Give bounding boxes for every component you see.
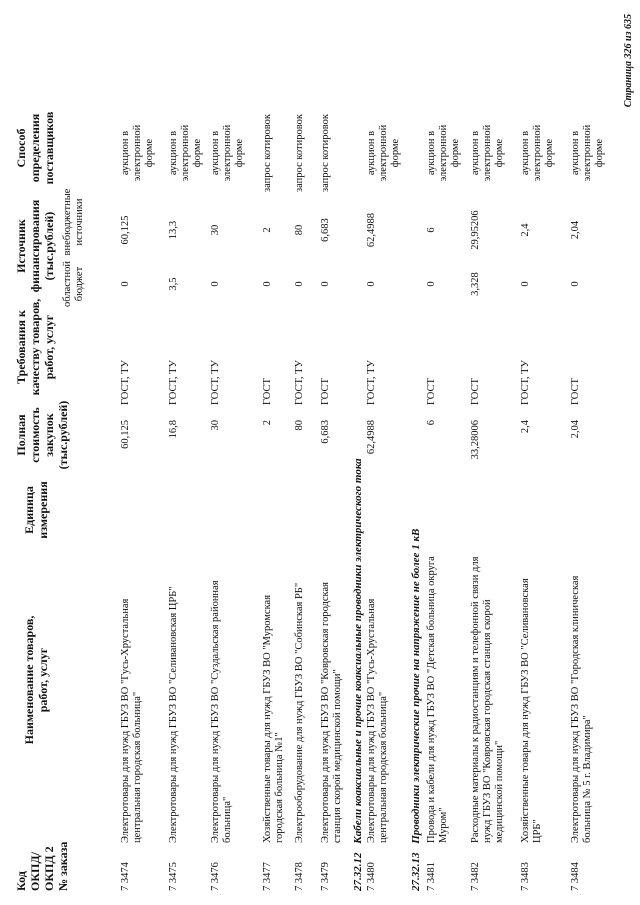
- item-name: Провода и кабели для нужд ГБУЗ ВО "Детская больница округа Муром": [426, 556, 449, 843]
- quality-requirements: ГОСТ, ТУ: [168, 360, 179, 405]
- procurement-method: аукцион в электронной форме: [570, 124, 605, 182]
- quality-requirements: ГОСТ, ТУ: [210, 360, 221, 405]
- header-funding: Источник финансирования (тыс.рублей): [14, 199, 56, 293]
- order-code: 7 3483: [520, 862, 531, 891]
- order-code: 7 3475: [168, 862, 179, 891]
- procurement-method: запрос котировок: [294, 114, 305, 192]
- total-cost: 2,4: [520, 420, 531, 434]
- extrabudgetary: 6: [426, 227, 437, 233]
- regional-budget: 3,5: [168, 277, 179, 291]
- extrabudgetary: 80: [294, 224, 305, 236]
- section-code: 27.32.12: [352, 852, 364, 891]
- extrabudgetary: 2: [262, 227, 273, 233]
- procurement-method: аукцион в электронной форме: [168, 124, 203, 182]
- total-cost: 30: [210, 420, 221, 431]
- quality-requirements: ГОСТ, ТУ: [366, 360, 377, 405]
- quality-requirements: ГОСТ: [470, 378, 481, 405]
- procurement-method: аукцион в электронной форме: [426, 124, 461, 182]
- regional-budget: 0: [120, 281, 131, 287]
- regional-budget: 0: [570, 281, 581, 287]
- regional-budget: 0: [262, 281, 273, 287]
- regional-budget: 0: [426, 281, 437, 287]
- regional-budget: 3,328: [470, 272, 481, 296]
- order-code: 7 3480: [366, 862, 377, 891]
- regional-budget: 0: [294, 281, 305, 287]
- quality-requirements: ГОСТ, ТУ: [120, 360, 131, 405]
- regional-budget: 0: [366, 281, 377, 287]
- total-cost: 2: [262, 420, 273, 426]
- header-funding-extra: внебюджетные источники: [62, 188, 85, 256]
- quality-requirements: ГОСТ, ТУ: [520, 360, 531, 405]
- section-code: 27.32.13: [410, 852, 422, 891]
- order-code: 7 3478: [294, 862, 305, 891]
- extrabudgetary: 29,95206: [470, 210, 481, 250]
- regional-budget: 0: [520, 281, 531, 287]
- order-code: 7 3482: [470, 862, 481, 891]
- section-title: Проводники электрические прочие на напряжение не более 1 кВ: [410, 528, 422, 844]
- header-unit: Единица измерения: [22, 481, 50, 539]
- order-code: 7 3481: [426, 862, 437, 891]
- procurement-method: запрос котировок: [262, 114, 273, 192]
- item-name: Электротовары для нужд ГБУЗ ВО "Суздальская районная больница": [210, 580, 233, 843]
- section-title: Кабели коаксиальные и прочие коаксиальные проводники электрического тока: [352, 458, 364, 844]
- procurement-method: аукцион в электронной форме: [470, 124, 505, 182]
- quality-requirements: ГОСТ: [262, 378, 273, 405]
- item-name: Электротовары для нужд ГБУЗ ВО "Ковровская городская станция скорой медицинской помощи": [320, 582, 343, 843]
- item-name: Электротовары для нужд ГБУЗ ВО "Гусь-Хрустальная центральная городская больница": [120, 598, 143, 843]
- total-cost: 33,28006: [470, 420, 481, 460]
- order-code: 7 3477: [262, 862, 273, 891]
- header-cost: Полная стоимость закупок (тыс.рублей): [14, 400, 70, 470]
- extrabudgetary: 62,4988: [366, 212, 377, 248]
- procurement-method: аукцион в электронной форме: [210, 124, 245, 182]
- header-name: Наименование товаров, работ, услуг: [22, 615, 50, 745]
- item-name: Электротовары для нужд ГБУЗ ВО "Гусь-Хрустальная центральная городская больница": [366, 598, 389, 843]
- total-cost: 62,4988: [366, 420, 377, 455]
- section-heading: [410, 31, 423, 891]
- page-number: Страница 326 из 635: [623, 14, 634, 108]
- procurement-method: аукцион в электронной форме: [366, 124, 401, 182]
- total-cost: 16,8: [168, 420, 179, 439]
- extrabudgetary: 6,683: [320, 218, 331, 242]
- quality-requirements: ГОСТ, ТУ: [294, 360, 305, 405]
- total-cost: 6,683: [320, 420, 331, 444]
- total-cost: 6: [426, 420, 437, 426]
- item-name: Расходные материалы к радиостанциям и телефонной связи для нужд ГБУЗ ВО "Ковровская городская станция скорой медицинской помощи": [470, 556, 505, 843]
- total-cost: 60,125: [120, 420, 131, 449]
- procurement-method: аукцион в электронной форме: [520, 124, 555, 182]
- quality-requirements: ГОСТ: [426, 378, 437, 405]
- section-heading: [352, 31, 365, 891]
- extrabudgetary: 2,4: [520, 223, 531, 237]
- header-requirements: Требования к качеству товаров, работ, услуг: [14, 298, 56, 396]
- total-cost: 80: [294, 420, 305, 431]
- procurement-method: запрос котировок: [320, 114, 331, 192]
- extrabudgetary: 30: [210, 224, 221, 236]
- extrabudgetary: 2,04: [570, 220, 581, 240]
- header-funding-budget: областной бюджет: [62, 261, 85, 307]
- total-cost: 2,04: [570, 420, 581, 439]
- order-code: 7 3484: [570, 862, 581, 891]
- item-name: Хозяйственные товары для нужд ГБУЗ ВО "Селивановская ЦРБ": [520, 578, 543, 843]
- header-method: Способ определения поставщиков: [14, 111, 56, 185]
- order-code: 7 3474: [120, 862, 131, 891]
- order-code: 7 3479: [320, 862, 331, 891]
- quality-requirements: ГОСТ: [570, 378, 581, 405]
- extrabudgetary: 60,125: [120, 215, 131, 245]
- header-code: Код ОКПД/ ОКПД 2 № заказа: [14, 841, 70, 891]
- item-name: Электротовары для нужд ГБУЗ ВО "Селивановская ЦРБ": [168, 586, 179, 843]
- item-name: Электротовары для нужд ГБУЗ ВО "Городская клиническая больница № 5 г. Владимира": [570, 575, 593, 843]
- procurement-method: аукцион в электронной форме: [120, 124, 155, 182]
- item-name: Хозяйственные товары для нужд ГБУЗ ВО "Муромская городская больница №1": [262, 594, 285, 843]
- regional-budget: 0: [320, 281, 331, 287]
- extrabudgetary: 13,3: [168, 220, 179, 240]
- quality-requirements: ГОСТ: [320, 378, 331, 405]
- item-name: Электрооборудование для нужд ГБУЗ ВО "Собинская РБ": [294, 582, 305, 843]
- order-code: 7 3476: [210, 862, 221, 891]
- regional-budget: 0: [210, 281, 221, 287]
